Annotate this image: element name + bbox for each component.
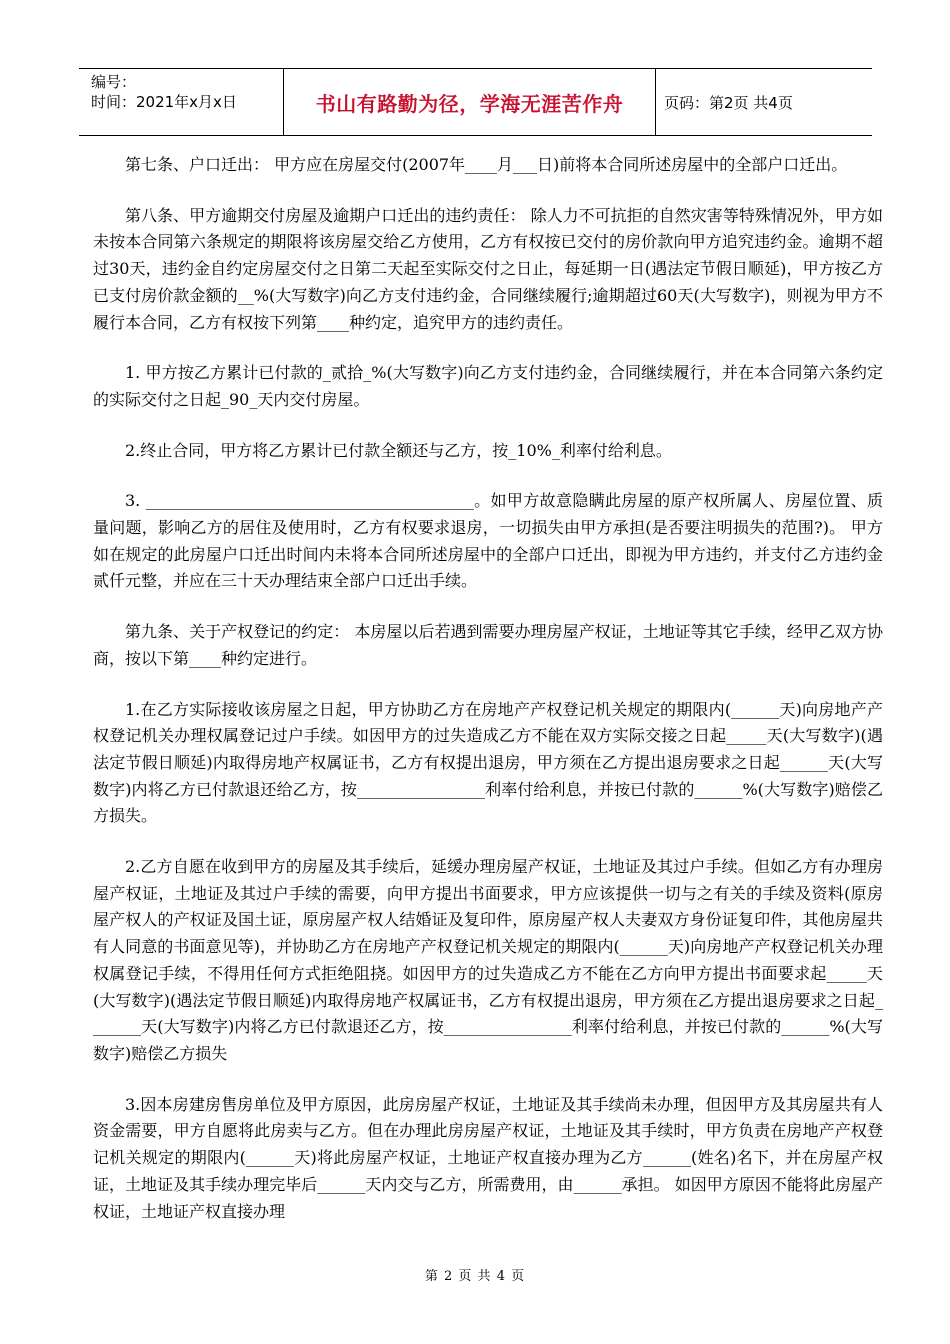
article-8: 第八条、甲方逾期交付房屋及逾期户口迁出的违约责任： 除人力不可抗拒的自然灾害等特殊情况外，甲方如未按本合同第六条规定的期限将该房屋交给乙方使用，乙方有权按已交付的房价款向甲方追究违约金。逾期不超过30天，违约金自约定房屋交付之日第二天起至实际交付之日止，每延期一日(遇法定节假日顺延)，甲方按乙方已支付房价款金额的__%(大写数字)向乙方支付违约金，合同继续履行;逾期超过60天(大写数字)，则视为甲方不履行本合同，乙方有权按下列第____种约定，追究甲方的违约责任。 <box>93 205 883 332</box>
article-8-option-1: 1. 甲方按乙方累计已付款的_贰拾_%(大写数字)向乙方支付违约金，合同继续履行，并在本合同第六条约定的实际交付之日起_90_天内交付房屋。 <box>93 363 883 409</box>
document-header <box>79 68 872 136</box>
document-number-label: 编号： <box>91 73 137 91</box>
header-motto: 书山有路勤为径，学海无涯苦作舟 <box>284 69 656 135</box>
document-date-label: 时间：2021年x月x日 <box>91 93 237 111</box>
article-9-option-2: 2.乙方自愿在收到甲方的房屋及其手续后，延缓办理房屋产权证，土地证及其过户手续。但如乙方有办理房屋产权证，土地证及其过户手续的需要，向甲方提出书面要求，甲方应该提供一切与之有关的手续及资料(原房屋产权人的产权证及国土证，原房屋产权人结婚证及复印件，原房屋产权人夫妻双方身份证复印件，其他房屋共有人同意的书面意见等)，并协助乙方在房地产产权登记机关规定的期限内(______天)向房地产产权登记机关办理权属登记手续，不得用任何方式拒绝阻挠。如因甲方的过失造成乙方不能在乙方向甲方提出书面要求起_____天(大写数字)(遇法定节假日顺延)内取得房地产权属证书，乙方有权提出退房，甲方须在乙方提出退房要求之日起_______天(大写数字)内将乙方已付款退还乙方，按________________利率付给利息，并按已付款的______%(大写数字)赔偿乙方损失 <box>93 857 883 1063</box>
article-8-option-2: 2.终止合同，甲方将乙方累计已付款全额还与乙方，按_10%_利率付给利息。 <box>125 440 672 460</box>
document-body <box>93 152 883 1249</box>
article-9-option-1: 1.在乙方实际接收该房屋之日起，甲方协助乙方在房地产产权登记机关规定的期限内(______天)向房地产产权登记机关办理权属登记过户手续。如因甲方的过失造成乙方不能在双方实际交接之日起_____天(大写数字)(遇法定节假日顺延)内取得房地产权属证书，乙方有权提出退房，甲方须在乙方提出退房要求之日起______天(大写数字)内将乙方已付款退还给乙方，按________________利率付给利息，并按已付款的______%(大写数字)赔偿乙方损失。 <box>93 699 883 826</box>
article-9-option-3: 3.因本房建房售房单位及甲方原因，此房房屋产权证，土地证及其手续尚未办理，但因甲方及其房屋共有人资金需要，甲方自愿将此房卖与乙方。但在办理此房房屋产权证，土地证及其手续时，甲方负责在房地产产权登记机关规定的期限内(______天)将此房屋产权证，土地证产权直接办理为乙方______(姓名)名下，并在房屋产权证，土地证及其手续办理完毕后______天内交与乙方，所需费用，由______承担。 如因甲方原因不能将此房屋产权证，土地证产权直接办理 <box>93 1094 883 1221</box>
article-8-option-3: 3. _________________________________________。如甲方故意隐瞒此房屋的原产权所属人、房屋位置、质量问题，影响乙方的居住及使用时，乙方有权要求退房，一切损失由甲方承担(是否要注明损失的范围?)。 甲方如在规定的此房屋户口迁出时间内未将本合同所述房屋中的全部户口迁出，即视为甲方违约，并支付乙方违约金贰仟元整，并应在三十天办理结束全部户口迁出手续。 <box>93 491 883 591</box>
page-footer: 第 2 页 共 4 页 <box>424 1269 526 1284</box>
article-7: 第七条、户口迁出： 甲方应在房屋交付(2007年____月___日)前将本合同所述房屋中的全部户口迁出。 <box>125 155 848 174</box>
header-meta <box>79 69 284 135</box>
article-9: 第九条、关于产权登记的约定： 本房屋以后若遇到需要办理房屋产权证，土地证等其它手续，经甲乙双方协商，按以下第____种约定进行。 <box>93 622 883 668</box>
header-page-label: 页码：第2页 共4页 <box>664 93 793 112</box>
